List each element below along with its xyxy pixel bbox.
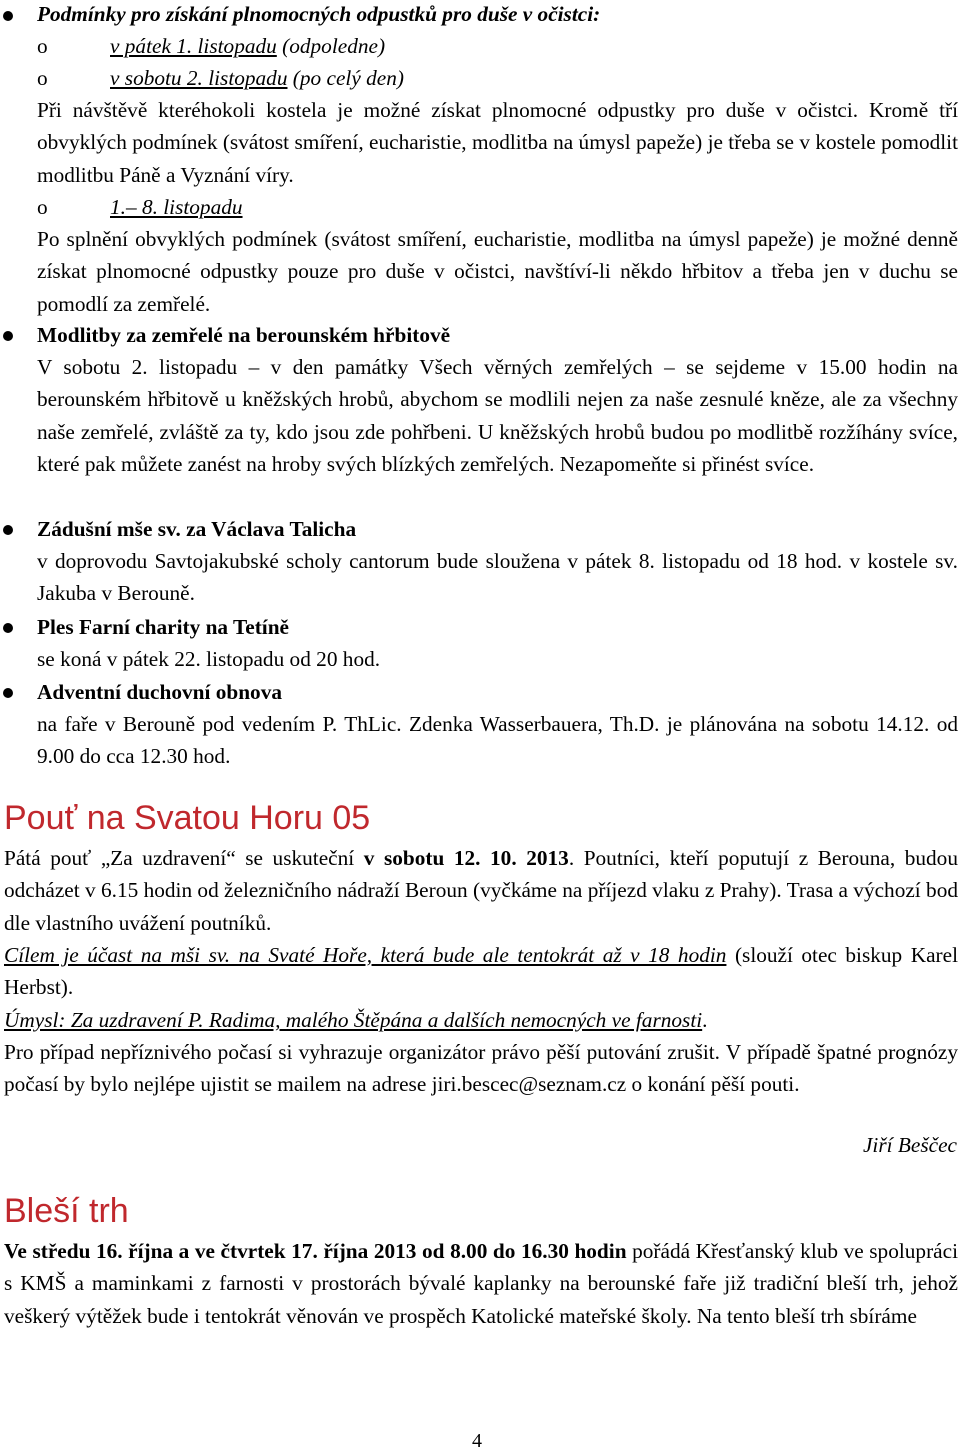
flea-paragraph bbox=[4, 1235, 958, 1332]
flea-text: pořádá Křesťanský klub ve spolupráci s KMŠ a maminkami z farnosti v prostorách bývalé kaplanky na berounské faře již tradiční bleší trh, jehož veškerý výtěžek bude i tentokrát věnován ve prospěch Katolické mateřské školy. Na tento bleší trh sbíráme bbox=[4, 1239, 958, 1328]
pilgrimage-paragraph-4: Pro případ nepříznivého počasí si vyhrazuje organizátor právo pěší putování zrušit. V případě špatné prognózy počasí by bylo nejlépe ujistit se mailem na adrese jiri.bescec@seznam.cz o konání pěší pouti. bbox=[4, 1040, 958, 1097]
sub-item-saturday bbox=[37, 62, 404, 94]
sub-note: (po celý den) bbox=[287, 66, 404, 90]
sub-date: v sobotu 2. listopadu bbox=[110, 66, 288, 90]
ball-paragraph: se koná v pátek 22. listopadu od 20 hod. bbox=[37, 647, 381, 671]
bullet-dot bbox=[3, 11, 13, 21]
sub-marker: o bbox=[37, 195, 48, 219]
indulgence-paragraph-2: Po splnění obvyklých podmínek (svátost smíření, eucharistie, modlitba na úmysl papeže) je možné denně získat plnomocné odpustky pouze pro duše v očistci, navštíví-li někdo hřbitov a třeba jen v duchu se pomodlí za zemřelé. bbox=[37, 227, 958, 316]
pilgrimage-goal: Cílem je účast na mši sv. na Svaté Hoře, která bude ale tentokrát až v 18 hodin bbox=[4, 943, 727, 967]
sub-item-week bbox=[37, 191, 243, 223]
prayers-title: Modlitby za zemřelé na berounském hřbitově bbox=[37, 323, 451, 347]
ball-title: Ples Farní charity na Tetíně bbox=[37, 615, 290, 639]
sub-date: v pátek 1. listopadu bbox=[110, 34, 277, 58]
indulgence-paragraph-1: Při návštěvě kteréhokoli kostela je možné získat plnomocné odpustky pro duše v očistci. Kromě tří obvyklých podmínek (svátost smíření, eucharistie, modlitba na úmysl papeže) je třeba se v kostele pomodlit modlitbu Páně a Vyznání víry. bbox=[37, 98, 958, 187]
signature: Jiří Beščec bbox=[862, 1133, 957, 1157]
sub-marker: o bbox=[37, 34, 48, 58]
sub-item-friday bbox=[37, 30, 385, 62]
pilgrimage-paragraph-3 bbox=[4, 1004, 958, 1036]
indulgence-title: Podmínky pro získání plnomocných odpustků pro duše v očistci: bbox=[37, 2, 601, 26]
page-number: 4 bbox=[472, 1430, 482, 1452]
sub-marker: o bbox=[37, 66, 48, 90]
pilgrimage-date: v sobotu 12. 10. 2013 bbox=[363, 846, 569, 870]
pilgrimage-paragraph-1 bbox=[4, 842, 958, 939]
bullet-dot bbox=[3, 525, 13, 535]
advent-title: Adventní duchovní obnova bbox=[37, 680, 282, 704]
pilgrimage-paragraph-2 bbox=[4, 939, 958, 1004]
pilgrimage-text: Pátá pouť „Za uzdravení“ se uskuteční bbox=[4, 846, 364, 870]
prayers-paragraph: V sobotu 2. listopadu – v den památky Všech věrných zemřelých – se sejdeme v 15.00 hodin na berounském hřbitově u kněžských hrobů, abychom se modlili nejen za naše zesnulé kněze, ale za všechny naše zemřelé, zvláště za ty, kdo jsou zde pohřbeni. U kněžských hrobů budou po modlitbě rozžíhány svíce, které pak můžete zanést na hroby svých blízkých zemřelých. Nezapomeňte si přinést svíce. bbox=[37, 355, 958, 476]
bullet-dot bbox=[3, 623, 13, 633]
sub-note: (odpoledne) bbox=[276, 34, 386, 58]
pilgrimage-text: . bbox=[702, 1008, 708, 1032]
bullet-dot bbox=[3, 688, 13, 698]
requiem-title: Zádušní mše sv. za Václava Talicha bbox=[37, 517, 357, 541]
flea-heading: Bleší trh bbox=[4, 1192, 129, 1230]
pilgrimage-intention: Úmysl: Za uzdravení P. Radima, malého Štěpána a dalších nemocných ve farnosti bbox=[4, 1008, 703, 1032]
flea-date: Ve středu 16. října a ve čtvrtek 17. října 2013 od 8.00 do 16.30 hodin bbox=[4, 1239, 627, 1263]
pilgrimage-heading: Pouť na Svatou Horu 05 bbox=[4, 799, 371, 837]
pilgrimage-text: . Poutníci, kteří poputují z Berouna, budou odcházet v 6.15 hodin od železničního nádraží Beroun (vyčkáme na příjezd vlaku z Prahy). Trasa a výchozí bod dle vlastního uvážení poutníků. bbox=[4, 846, 958, 935]
advent-paragraph: na faře v Berouně pod vedením P. ThLic. Zdenka Wasserbauera, Th.D. je plánována na sobotu 14.12. od 9.00 do cca 12.30 hod. bbox=[37, 712, 958, 769]
pilgrimage-text: (slouží otec biskup Karel Herbst). bbox=[4, 943, 958, 1000]
bullet-dot bbox=[3, 331, 13, 341]
sub-date: 1.– 8. listopadu bbox=[110, 195, 243, 219]
requiem-paragraph: v doprovodu Savtojakubské scholy cantorum bude sloužena v pátek 8. listopadu od 18 hod. v kostele sv. Jakuba v Berouně. bbox=[37, 549, 958, 606]
